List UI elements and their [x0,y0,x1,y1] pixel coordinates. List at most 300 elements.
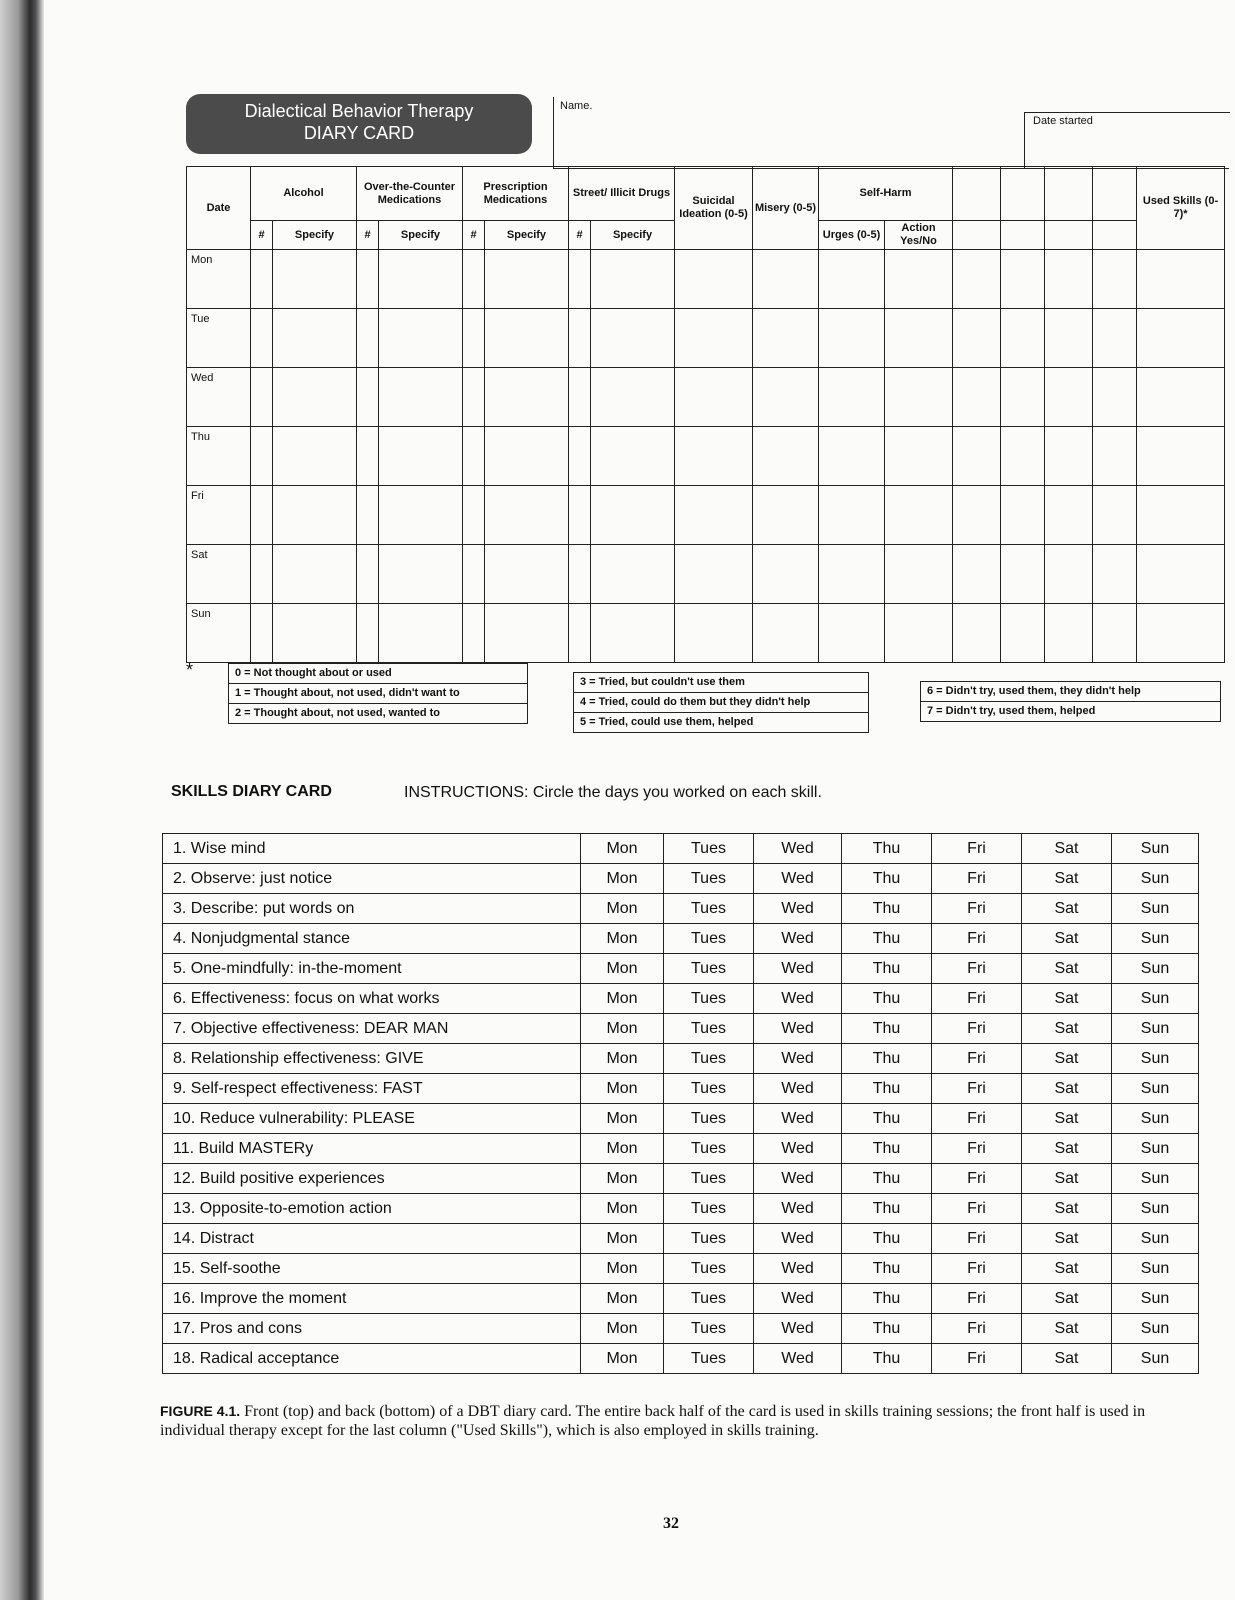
diary-entry-cell[interactable] [885,250,953,309]
diary-row [187,250,1225,309]
skill-day-option[interactable]: Sat [1022,1224,1112,1254]
skill-day-option[interactable]: Fri [932,1074,1022,1104]
diary-entry-cell[interactable] [675,309,753,368]
diary-entry-cell[interactable] [675,427,753,486]
skill-day-option[interactable]: Sat [1022,1284,1112,1314]
diary-entry-cell[interactable] [1137,250,1225,309]
diary-entry-cell[interactable] [485,604,569,663]
diary-entry-cell[interactable] [357,250,379,309]
diary-entry-cell[interactable] [485,486,569,545]
skill-day-option[interactable]: Tues [664,924,754,954]
skill-row [163,1344,1199,1374]
date-started-field[interactable] [1024,112,1230,169]
diary-entry-cell[interactable] [885,604,953,663]
diary-entry-cell[interactable] [251,309,273,368]
skill-name: 18. Radical acceptance [163,1344,581,1374]
skill-day-option[interactable]: Sun [1112,1164,1199,1194]
diary-entry-cell[interactable] [819,486,885,545]
skill-day-option[interactable]: Wed [754,984,842,1014]
diary-entry-cell[interactable] [953,486,1001,545]
skill-day-option[interactable]: Tues [664,834,754,864]
legend-item: 7 = Didn't try, used them, helped [927,705,1096,717]
skill-row [163,1104,1199,1134]
skill-row [163,1194,1199,1224]
skill-day-option[interactable]: Thu [842,1194,932,1224]
skill-day-option[interactable]: Fri [932,864,1022,894]
skill-day-option[interactable]: Sun [1112,1284,1199,1314]
skill-day-option[interactable]: Fri [932,1314,1022,1344]
skill-row [163,1044,1199,1074]
diary-entry-cell[interactable] [379,545,463,604]
diary-entry-cell[interactable] [885,545,953,604]
diary-entry-cell[interactable] [1093,545,1137,604]
skill-name: 15. Self-soothe [163,1254,581,1284]
skills-table [162,833,1199,1374]
skill-row [163,924,1199,954]
skill-day-option[interactable]: Sat [1022,1134,1112,1164]
diary-entry-cell[interactable] [885,309,953,368]
skill-day-option[interactable]: Fri [932,1344,1022,1374]
diary-entry-cell[interactable] [1001,250,1045,309]
diary-entry-cell[interactable] [591,427,675,486]
diary-entry-cell[interactable] [1045,486,1093,545]
skill-day-option[interactable]: Sun [1112,1224,1199,1254]
diary-entry-cell[interactable] [675,250,753,309]
skill-day-option[interactable]: Mon [581,954,664,984]
page-number: 32 [663,1515,679,1532]
skill-day-option[interactable]: Mon [581,1014,664,1044]
skill-day-option[interactable]: Mon [581,1284,664,1314]
skill-day-option[interactable]: Tues [664,1344,754,1374]
self-harm-header: Self-Harm [819,167,953,221]
skill-day-option[interactable]: Tues [664,894,754,924]
day-label: Thu [187,427,251,486]
num-header: # [251,221,273,250]
skill-day-option[interactable]: Mon [581,1344,664,1374]
diary-entry-cell[interactable] [1001,604,1045,663]
skill-name: 2. Observe: just notice [163,864,581,894]
skill-day-option[interactable]: Sun [1112,1074,1199,1104]
skill-day-option[interactable]: Sat [1022,1254,1112,1284]
skill-day-option[interactable]: Fri [932,1104,1022,1134]
skill-name: 13. Opposite-to-emotion action [163,1194,581,1224]
diary-entry-cell[interactable] [569,250,591,309]
skill-day-option[interactable]: Tues [664,1044,754,1074]
skill-day-option[interactable]: Tues [664,954,754,984]
diary-entry-cell[interactable] [1137,545,1225,604]
skill-day-option[interactable]: Wed [754,1284,842,1314]
skill-day-option[interactable]: Mon [581,924,664,954]
skill-day-option[interactable]: Wed [754,1314,842,1344]
skill-day-option[interactable]: Mon [581,1134,664,1164]
diary-entry-cell[interactable] [1093,604,1137,663]
skill-day-option[interactable]: Mon [581,834,664,864]
skill-name: 3. Describe: put words on [163,894,581,924]
skill-day-option[interactable]: Fri [932,1134,1022,1164]
blank-header [1093,221,1137,250]
legend-item: 5 = Tried, could use them, helped [580,716,754,728]
skill-day-option[interactable]: Thu [842,1314,932,1344]
skill-day-option[interactable]: Fri [932,924,1022,954]
diary-entry-cell[interactable] [569,309,591,368]
skill-day-option[interactable]: Wed [754,1194,842,1224]
skill-day-option[interactable]: Fri [932,1254,1022,1284]
diary-entry-cell[interactable] [379,427,463,486]
skill-day-option[interactable]: Sun [1112,924,1199,954]
diary-entry-cell[interactable] [753,250,819,309]
legend-item: 0 = Not thought about or used [229,664,527,684]
blank-header [953,221,1001,250]
diary-entry-cell[interactable] [273,486,357,545]
skill-day-option[interactable]: Tues [664,1224,754,1254]
diary-entry-cell[interactable] [357,427,379,486]
diary-entry-cell[interactable] [591,604,675,663]
diary-entry-cell[interactable] [1001,486,1045,545]
skill-day-option[interactable]: Wed [754,1104,842,1134]
skill-day-option[interactable]: Thu [842,1344,932,1374]
skill-day-option[interactable]: Wed [754,864,842,894]
figure-text: Front (top) and back (bottom) of a DBT diary card. The entire back half of the card is used in skills training sessions; the front half is used in individual therapy except for the last column ("Used Skills"), which is also employed in skills training. [160,1403,1146,1439]
skill-day-option[interactable]: Tues [664,1134,754,1164]
diary-entry-cell[interactable] [953,368,1001,427]
skill-day-option[interactable]: Thu [842,984,932,1014]
skill-day-option[interactable]: Sun [1112,1344,1199,1374]
diary-entry-cell[interactable] [251,368,273,427]
skill-day-option[interactable]: Thu [842,1014,932,1044]
skill-name: 6. Effectiveness: focus on what works [163,984,581,1014]
diary-row [187,604,1225,663]
skill-day-option[interactable]: Sun [1112,894,1199,924]
diary-entry-cell[interactable] [753,368,819,427]
diary-entry-cell[interactable] [1093,368,1137,427]
diary-entry-cell[interactable] [251,604,273,663]
skill-day-option[interactable]: Fri [932,1164,1022,1194]
diary-entry-cell[interactable] [251,427,273,486]
skill-name: 8. Relationship effectiveness: GIVE [163,1044,581,1074]
skill-day-option[interactable]: Sun [1112,984,1199,1014]
skill-day-option[interactable]: Mon [581,1164,664,1194]
skill-day-option[interactable]: Thu [842,1164,932,1194]
diary-row [187,309,1225,368]
diary-entry-cell[interactable] [357,604,379,663]
diary-entry-cell[interactable] [485,545,569,604]
skill-day-option[interactable]: Wed [754,954,842,984]
skill-day-option[interactable]: Wed [754,1044,842,1074]
skill-day-option[interactable]: Sun [1112,954,1199,984]
skill-day-option[interactable]: Mon [581,864,664,894]
diary-entry-cell[interactable] [485,309,569,368]
skill-day-option[interactable]: Sat [1022,1344,1112,1374]
diary-entry-cell[interactable] [753,427,819,486]
skill-day-option[interactable]: Sat [1022,1044,1112,1074]
diary-entry-cell[interactable] [273,545,357,604]
diary-entry-cell[interactable] [753,309,819,368]
skill-day-option[interactable]: Sat [1022,1014,1112,1044]
diary-entry-cell[interactable] [273,368,357,427]
diary-entry-cell[interactable] [273,250,357,309]
diary-entry-cell[interactable] [819,545,885,604]
diary-entry-cell[interactable] [753,545,819,604]
skill-day-option[interactable]: Mon [581,1104,664,1134]
name-field[interactable] [553,97,1229,169]
skill-day-option[interactable]: Thu [842,1044,932,1074]
diary-entry-cell[interactable] [251,545,273,604]
diary-entry-cell[interactable] [1045,604,1093,663]
skill-day-option[interactable]: Tues [664,1074,754,1104]
diary-entry-cell[interactable] [379,250,463,309]
skill-day-option[interactable]: Wed [754,894,842,924]
diary-entry-cell[interactable] [569,427,591,486]
diary-entry-cell[interactable] [1045,368,1093,427]
diary-entry-cell[interactable] [953,427,1001,486]
badge-subtitle: DIARY CARD [303,123,415,143]
skill-day-option[interactable]: Sun [1112,864,1199,894]
diary-entry-cell[interactable] [1137,427,1225,486]
diary-entry-cell[interactable] [379,604,463,663]
diary-entry-cell[interactable] [379,368,463,427]
skill-row [163,1284,1199,1314]
diary-entry-cell[interactable] [1001,368,1045,427]
skill-day-option[interactable]: Mon [581,1074,664,1104]
skill-day-option[interactable]: Tues [664,1254,754,1284]
skill-day-option[interactable]: Sun [1112,1044,1199,1074]
diary-entry-cell[interactable] [1001,545,1045,604]
specify-header: Specify [273,221,357,250]
skill-day-option[interactable]: Fri [932,834,1022,864]
skill-name: 4. Nonjudgmental stance [163,924,581,954]
skill-day-option[interactable]: Wed [754,1014,842,1044]
skill-day-option[interactable]: Tues [664,1014,754,1044]
diary-entry-cell[interactable] [1093,250,1137,309]
diary-entry-cell[interactable] [1137,368,1225,427]
diary-entry-cell[interactable] [819,368,885,427]
prescription-header: Prescription Medications [463,167,569,221]
skill-row [163,1254,1199,1284]
skill-day-option[interactable]: Fri [932,1014,1022,1044]
skill-day-option[interactable]: Mon [581,1314,664,1344]
skill-day-option[interactable]: Fri [932,1284,1022,1314]
skill-day-option[interactable]: Sun [1112,1254,1199,1284]
skill-day-option[interactable]: Tues [664,1164,754,1194]
diary-entry-cell[interactable] [357,368,379,427]
diary-entry-cell[interactable] [819,604,885,663]
diary-entry-cell[interactable] [463,309,485,368]
skill-day-option[interactable]: Tues [664,1284,754,1314]
skill-day-option[interactable]: Mon [581,1044,664,1074]
skill-day-option[interactable]: Thu [842,1074,932,1104]
diary-entry-cell[interactable] [357,545,379,604]
skill-day-option[interactable]: Thu [842,834,932,864]
diary-entry-cell[interactable] [1137,604,1225,663]
diary-entry-cell[interactable] [591,250,675,309]
skill-day-option[interactable]: Fri [932,894,1022,924]
diary-entry-cell[interactable] [463,250,485,309]
skill-day-option[interactable]: Sat [1022,984,1112,1014]
diary-entry-cell[interactable] [675,486,753,545]
diary-card-table [186,166,1225,663]
skill-day-option[interactable]: Sun [1112,1014,1199,1044]
diary-entry-cell[interactable] [1045,309,1093,368]
diary-entry-cell[interactable] [569,368,591,427]
skill-day-option[interactable]: Wed [754,1164,842,1194]
skill-day-option[interactable]: Mon [581,1194,664,1224]
badge-title: Dialectical Behavior Therapy [244,101,474,121]
skill-name: 11. Build MASTERy [163,1134,581,1164]
diary-entry-cell[interactable] [463,604,485,663]
diary-entry-cell[interactable] [1137,486,1225,545]
skill-day-option[interactable]: Tues [664,984,754,1014]
skill-day-option[interactable]: Thu [842,1134,932,1164]
skill-day-option[interactable]: Sat [1022,1194,1112,1224]
skill-day-option[interactable]: Wed [754,1224,842,1254]
diary-entry-cell[interactable] [953,604,1001,663]
diary-entry-cell[interactable] [885,368,953,427]
diary-entry-cell[interactable] [1045,427,1093,486]
skill-day-option[interactable]: Wed [754,924,842,954]
skill-day-option[interactable]: Fri [932,1224,1022,1254]
skill-day-option[interactable]: Mon [581,1224,664,1254]
diary-entry-cell[interactable] [1045,545,1093,604]
diary-entry-cell[interactable] [485,427,569,486]
diary-entry-cell[interactable] [753,486,819,545]
skill-day-option[interactable]: Mon [581,984,664,1014]
suicidal-header: Suicidal Ideation (0-5) [675,167,753,250]
diary-entry-cell[interactable] [675,545,753,604]
legend-box-0-2 [228,663,528,724]
skill-day-option[interactable]: Sun [1112,1134,1199,1164]
skill-day-option[interactable]: Tues [664,1314,754,1344]
diary-entry-cell[interactable] [463,368,485,427]
date-header: Date [187,167,251,250]
diary-entry-cell[interactable] [953,309,1001,368]
skill-day-option[interactable]: Sat [1022,924,1112,954]
figure-label: FIGURE 4.1. [160,1403,241,1419]
skill-day-option[interactable]: Sun [1112,1104,1199,1134]
diary-entry-cell[interactable] [675,368,753,427]
day-label: Sun [187,604,251,663]
day-label: Mon [187,250,251,309]
skill-day-option[interactable]: Sat [1022,1164,1112,1194]
diary-entry-cell[interactable] [251,486,273,545]
diary-entry-cell[interactable] [463,427,485,486]
diary-entry-cell[interactable] [1137,309,1225,368]
skill-day-option[interactable]: Fri [932,954,1022,984]
diary-entry-cell[interactable] [485,250,569,309]
skill-day-option[interactable]: Fri [932,984,1022,1014]
diary-entry-cell[interactable] [485,368,569,427]
diary-entry-cell[interactable] [1093,309,1137,368]
skill-name: 1. Wise mind [163,834,581,864]
diary-entry-cell[interactable] [819,250,885,309]
skill-day-option[interactable]: Fri [932,1194,1022,1224]
skill-row [163,984,1199,1014]
diary-entry-cell[interactable] [675,604,753,663]
skill-day-option[interactable]: Sat [1022,894,1112,924]
skill-day-option[interactable]: Thu [842,864,932,894]
diary-entry-cell[interactable] [569,545,591,604]
day-label: Tue [187,309,251,368]
skill-name: 5. One-mindfully: in-the-moment [163,954,581,984]
skill-row [163,1134,1199,1164]
skill-day-option[interactable]: Sat [1022,1104,1112,1134]
otc-header: Over-the-Counter Medications [357,167,463,221]
diary-entry-cell[interactable] [885,427,953,486]
skill-day-option[interactable]: Wed [754,1254,842,1284]
skill-day-option[interactable]: Tues [664,1104,754,1134]
skill-day-option[interactable]: Wed [754,1344,842,1374]
skill-day-option[interactable]: Thu [842,1254,932,1284]
diary-entry-cell[interactable] [1093,486,1137,545]
diary-entry-cell[interactable] [591,309,675,368]
diary-entry-cell[interactable] [885,486,953,545]
legend-box-3-5 [573,672,869,733]
diary-entry-cell[interactable] [1093,427,1137,486]
skill-day-option[interactable]: Thu [842,1284,932,1314]
skill-day-option[interactable]: Tues [664,864,754,894]
skill-day-option[interactable]: Wed [754,1134,842,1164]
diary-entry-cell[interactable] [357,486,379,545]
skill-day-option[interactable]: Sun [1112,834,1199,864]
diary-entry-cell[interactable] [463,545,485,604]
skill-day-option[interactable]: Fri [932,1044,1022,1074]
skill-day-option[interactable]: Wed [754,834,842,864]
diary-entry-cell[interactable] [357,309,379,368]
skill-day-option[interactable]: Thu [842,1224,932,1254]
diary-entry-cell[interactable] [273,309,357,368]
skill-day-option[interactable]: Thu [842,924,932,954]
skill-day-option[interactable]: Sat [1022,1074,1112,1104]
diary-entry-cell[interactable] [819,309,885,368]
diary-entry-cell[interactable] [273,427,357,486]
skill-day-option[interactable]: Sun [1112,1314,1199,1344]
diary-entry-cell[interactable] [591,486,675,545]
diary-entry-cell[interactable] [379,486,463,545]
skill-day-option[interactable]: Thu [842,1104,932,1134]
diary-entry-cell[interactable] [273,604,357,663]
diary-entry-cell[interactable] [1045,250,1093,309]
diary-entry-cell[interactable] [819,427,885,486]
diary-entry-cell[interactable] [379,309,463,368]
diary-entry-cell[interactable] [1001,427,1045,486]
diary-entry-cell[interactable] [591,545,675,604]
skill-day-option[interactable]: Mon [581,894,664,924]
diary-rows [187,250,1225,663]
skill-day-option[interactable]: Sat [1022,1314,1112,1344]
diary-entry-cell[interactable] [569,486,591,545]
diary-row [187,486,1225,545]
diary-entry-cell[interactable] [753,604,819,663]
diary-entry-cell[interactable] [953,545,1001,604]
diary-entry-cell[interactable] [569,604,591,663]
diary-entry-cell[interactable] [463,486,485,545]
diary-entry-cell[interactable] [1001,309,1045,368]
skill-day-option[interactable]: Tues [664,1194,754,1224]
skill-row [163,954,1199,984]
diary-entry-cell[interactable] [591,368,675,427]
skill-day-option[interactable]: Sat [1022,864,1112,894]
skill-day-option[interactable]: Thu [842,954,932,984]
skill-day-option[interactable]: Sat [1022,954,1112,984]
diary-entry-cell[interactable] [251,250,273,309]
skill-day-option[interactable]: Thu [842,894,932,924]
legend-item: 2 = Thought about, not used, wanted to [235,707,441,719]
skill-day-option[interactable]: Wed [754,1074,842,1104]
diary-card-badge [186,94,532,154]
skill-day-option[interactable]: Mon [581,1254,664,1284]
skill-day-option[interactable]: Sat [1022,834,1112,864]
diary-entry-cell[interactable] [953,250,1001,309]
skill-day-option[interactable]: Sun [1112,1194,1199,1224]
